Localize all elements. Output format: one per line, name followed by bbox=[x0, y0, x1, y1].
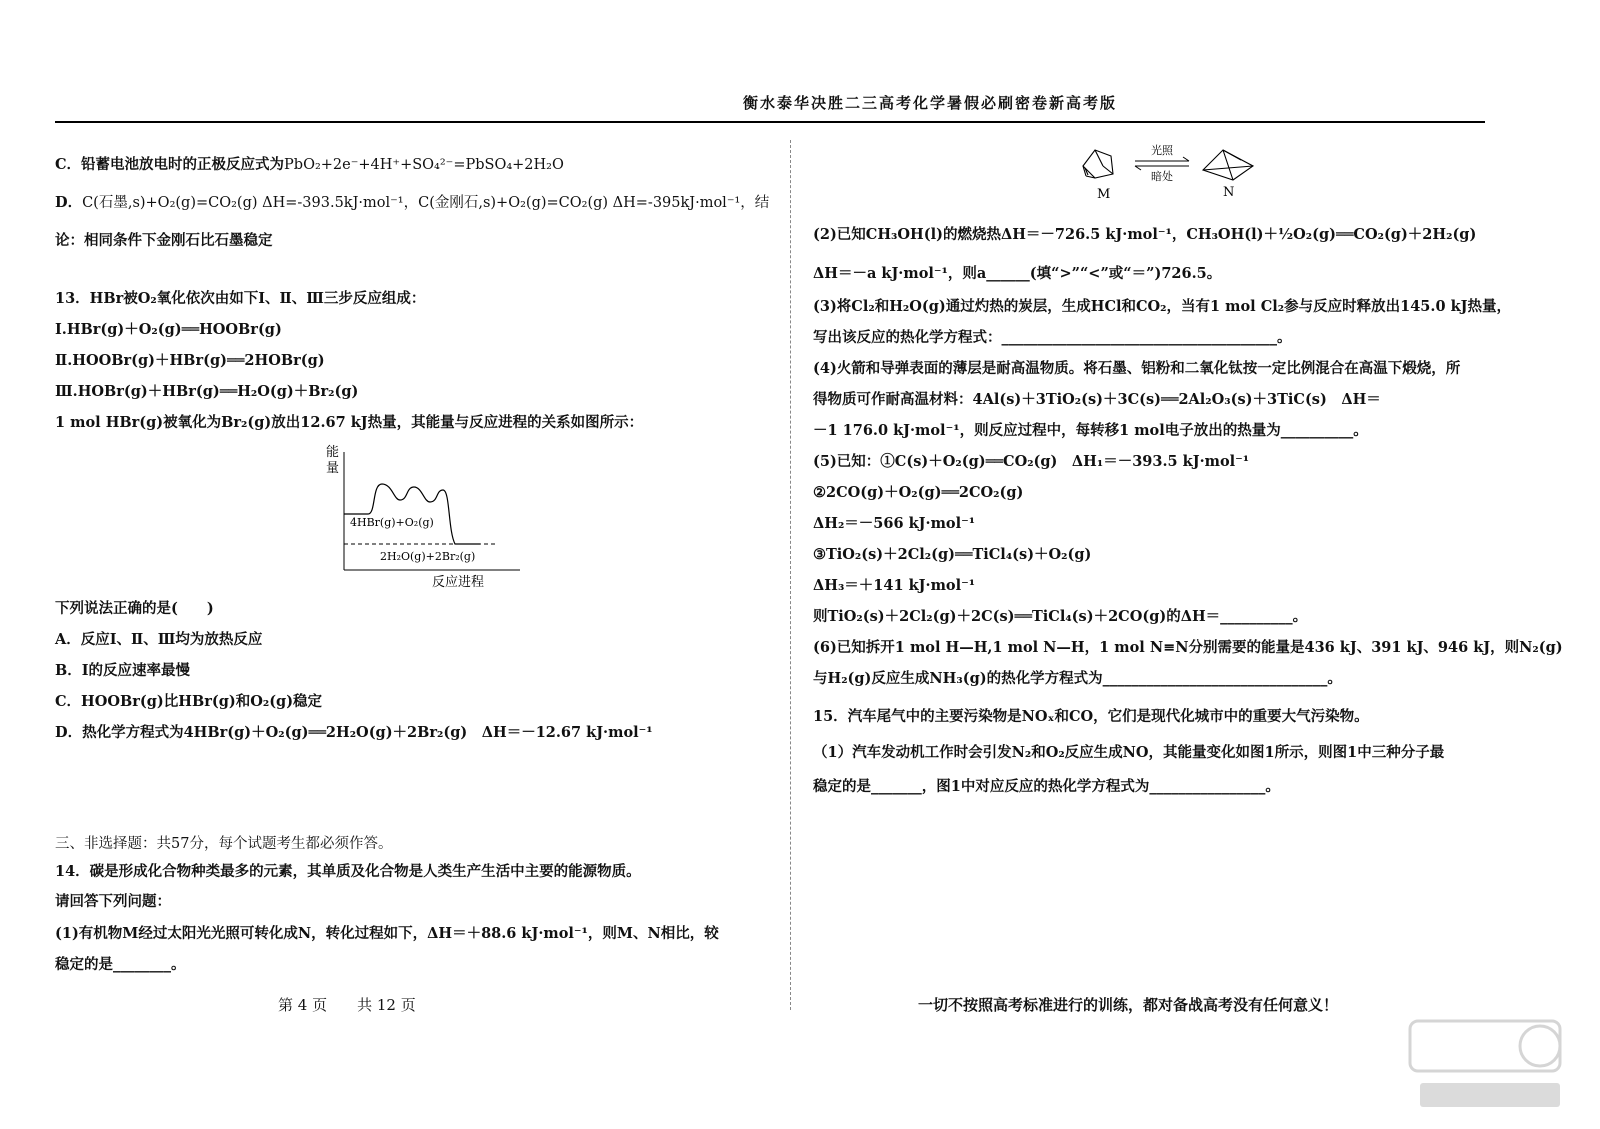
q14-part3-line1: (3)将Cl₂和H₂O(g)通过灼热的炭层，生成HCl和CO₂，当有1 mol Cl₂参与反应时释放出145.0 kJ热量， bbox=[813, 298, 1511, 315]
arrow-label-dark: 暗处 bbox=[1151, 170, 1173, 183]
graph-xlabel: 反应进程 bbox=[432, 575, 485, 590]
m-to-n-conversion bbox=[1073, 138, 1273, 208]
q14-part5-line5: ΔH₃＝＋141 kJ·mol⁻¹ bbox=[813, 577, 976, 594]
label-m: M bbox=[1097, 187, 1111, 202]
label-n: N bbox=[1223, 185, 1235, 200]
arrow-label-light: 光照 bbox=[1151, 144, 1173, 157]
energy-diagram bbox=[320, 440, 560, 590]
q14-part5-line6: 则TiO₂(s)＋2Cl₂(g)＋2C(s)══TiCl₄(s)＋2CO(g)的ΔH＝__________。 bbox=[813, 608, 1308, 625]
q14-part1-line1: (1)有机物M经过太阳光光照可转化成N，转化过程如下，ΔH＝＋88.6 kJ·mol⁻¹，则M、N相比，较 bbox=[55, 925, 719, 942]
q14-part5-line1: (5)已知：①C(s)＋O₂(g)══CO₂(g) ΔH₁＝－393.5 kJ·mol⁻¹ bbox=[813, 453, 1250, 470]
q14-part5-line3: ΔH₂＝－566 kJ·mol⁻¹ bbox=[813, 515, 976, 532]
q14-part5-line2: ②2CO(g)＋O₂(g)══2CO₂(g) bbox=[813, 484, 1024, 501]
option-d-conclusion: 论：相同条件下金刚石比石墨稳定 bbox=[55, 232, 273, 249]
graph-reactant-label: 4HBr(g)+O₂(g) bbox=[350, 516, 434, 529]
footer-motto: 一切不按照高考标准进行的训练，都对备战高考没有任何意义！ bbox=[918, 996, 1339, 1014]
q15-part1-line1: （1）汽车发动机工作时会引发N₂和O₂反应生成NO，其能量变化如图1所示，则图1中三种分子最 bbox=[813, 744, 1445, 761]
section-3-heading: 三、非选择题：共57分，每个试题考生都必须作答。 bbox=[55, 836, 393, 852]
q14-part4-line1: (4)火箭和导弹表面的薄层是耐高温物质。将石墨、铝粉和二氧化钛按一定比例混合在高温下煅烧，所 bbox=[813, 360, 1461, 377]
option-c-formula: PbO₂+2e⁻+4H⁺+SO₄²⁻=PbSO₄+2H₂O bbox=[284, 157, 564, 173]
q13-option-b: B．Ⅰ的反应速率最慢 bbox=[55, 662, 191, 679]
graph-ylabel-1: 能 bbox=[326, 445, 340, 460]
q14-part1-line2: 稳定的是________。 bbox=[55, 956, 186, 973]
q14-part4-line2: 得物质可作耐高温材料：4Al(s)＋3TiO₂(s)＋3C(s)══2Al₂O₃(s)＋3TiC(s) ΔH＝ bbox=[813, 391, 1381, 408]
q13-reaction-1: Ⅰ.HBr(g)＋O₂(g)══HOOBr(g) bbox=[55, 321, 282, 338]
energy-curve bbox=[344, 484, 480, 544]
q14-part4-line3: －1 176.0 kJ·mol⁻¹，则反应过程中，每转移1 mol电子放出的热量为__________。 bbox=[813, 422, 1368, 439]
q14-part2-line1: (2)已知CH₃OH(l)的燃烧热ΔH＝－726.5 kJ·mol⁻¹，CH₃OH(l)＋½O₂(g)══CO₂(g)＋2H₂(g) bbox=[813, 226, 1477, 243]
option-d bbox=[55, 196, 769, 211]
column-divider bbox=[790, 140, 791, 1010]
option-d-text: C(石墨,s)+O₂(g)=CO₂(g) ΔH=-393.5kJ·mol⁻¹，C(金刚石,s)+O₂(g)=CO₂(g) ΔH=-395kJ·mol⁻¹，结 bbox=[82, 195, 770, 211]
page-number: 第 4 页 共 12 页 bbox=[278, 996, 416, 1014]
molecule-m-icon bbox=[1083, 150, 1113, 178]
q15-part1-line2: 稳定的是_______，图1中对应反应的热化学方程式为________________。 bbox=[813, 778, 1280, 795]
q13-reaction-3: Ⅲ.HOBr(g)＋HBr(g)══H₂O(g)＋Br₂(g) bbox=[55, 383, 359, 400]
q13-option-d: D．热化学方程式为4HBr(g)＋O₂(g)══2H₂O(g)＋2Br₂(g) ΔH＝－12.67 kJ·mol⁻¹ bbox=[55, 724, 653, 741]
q14-part3-line2: 写出该反应的热化学方程式：______________________________________。 bbox=[813, 329, 1292, 346]
q14-title: 14．碳是形成化合物种类最多的元素，其单质及化合物是人类生产生活中主要的能源物质。 bbox=[55, 863, 641, 880]
graph-product-label: 2H₂O(g)+2Br₂(g) bbox=[380, 550, 476, 563]
header-rule bbox=[55, 121, 1485, 123]
option-d-label: D． bbox=[55, 194, 83, 211]
q13-reaction-2: Ⅱ.HOOBr(g)＋HBr(g)══2HOBr(g) bbox=[55, 352, 325, 369]
forward-arrow-head bbox=[1183, 157, 1189, 161]
q13-ask: 下列说法正确的是( ) bbox=[55, 600, 214, 617]
option-c bbox=[55, 158, 564, 173]
q14-ask: 请回答下列问题： bbox=[55, 893, 171, 910]
q15-title: 15．汽车尾气中的主要污染物是NOₓ和CO，它们是现代化城市中的重要大气污染物。 bbox=[813, 708, 1369, 725]
graph-ylabel-2: 量 bbox=[326, 461, 340, 476]
molecule-n-icon bbox=[1203, 150, 1253, 180]
q14-part5-line4: ③TiO₂(s)＋2Cl₂(g)══TiCl₄(s)＋O₂(g) bbox=[813, 546, 1092, 563]
watermark-logo bbox=[1400, 1011, 1580, 1121]
option-c-text: C．铅蓄电池放电时的正极反应式为 bbox=[55, 156, 285, 173]
q13-option-c: C．HOOBr(g)比HBr(g)和O₂(g)稳定 bbox=[55, 693, 323, 710]
reverse-arrow-head bbox=[1135, 166, 1141, 170]
q13-title: 13．HBr被O₂氧化依次由如下Ⅰ、Ⅱ、Ⅲ三步反应组成： bbox=[55, 290, 426, 307]
header-title: 衡水泰华决胜二三高考化学暑假必刷密卷新高考版 bbox=[742, 94, 1117, 112]
q14-part2-line2: ΔH＝－a kJ·mol⁻¹，则a______(填“>”“<”或“＝”)726.5。 bbox=[813, 265, 1222, 282]
q14-part6-line2: 与H₂(g)反应生成NH₃(g)的热化学方程式为_______________________________。 bbox=[813, 670, 1342, 687]
q13-option-a: A．反应Ⅰ、Ⅱ、Ⅲ均为放热反应 bbox=[55, 631, 263, 648]
q13-description: 1 mol HBr(g)被氧化为Br₂(g)放出12.67 kJ热量，其能量与反应进程的关系如图所示： bbox=[55, 414, 644, 431]
q14-part6-line1: (6)已知拆开1 mol H—H,1 mol N—H，1 mol N≡N分别需要的能量是436 kJ、391 kJ、946 kJ，则N₂(g) bbox=[813, 639, 1563, 656]
